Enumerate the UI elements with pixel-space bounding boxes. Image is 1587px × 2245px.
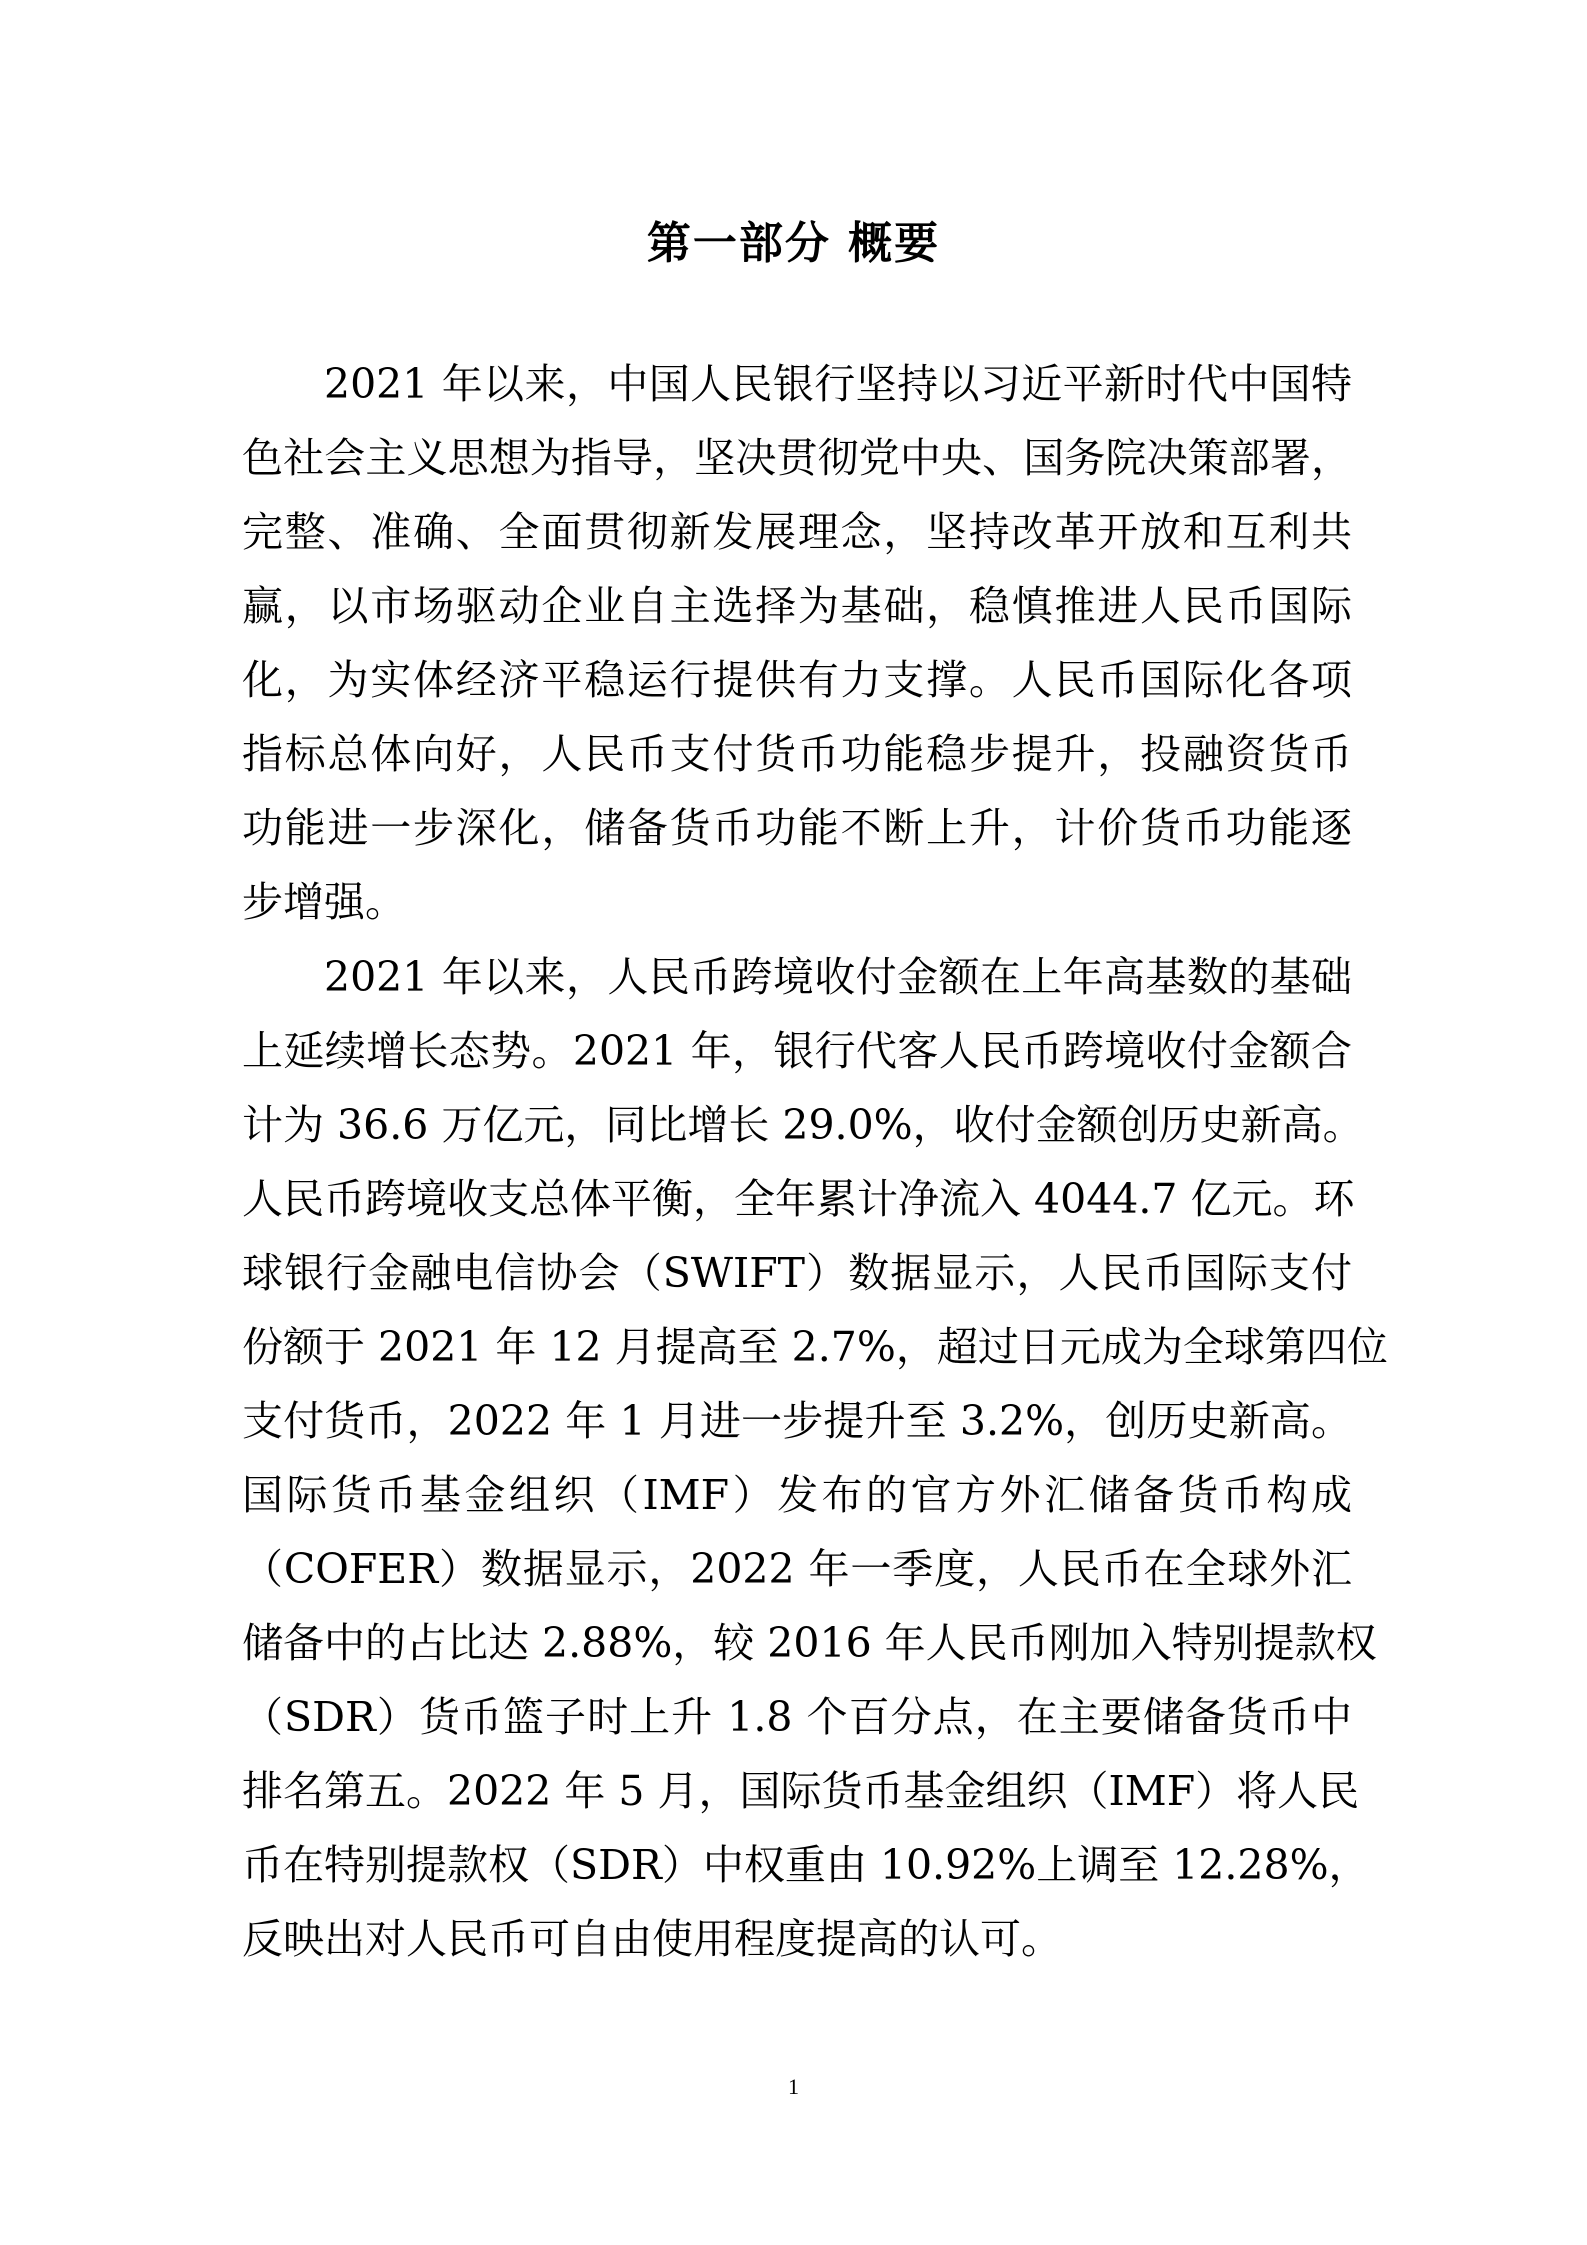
text-line: 上延续增长态势。2021 年，银行代客人民币跨境收付金额合 [242, 1027, 1352, 1075]
section-title: 第一部分 概要 [646, 218, 941, 269]
text-line: 国际货币基金组织（IMF）发布的官方外汇储备货币构成 [242, 1471, 1352, 1519]
text-line: 功能进一步深化，储备货币功能不断上升，计价货币功能逐 [242, 804, 1352, 852]
text-line: 人民币跨境收支总体平衡，全年累计净流入 4044.7 亿元。环 [242, 1175, 1355, 1223]
paragraph-overview [242, 347, 1352, 939]
text-line: 色社会主义思想为指导，坚决贯彻党中央、国务院决策部署， [242, 434, 1352, 482]
text-line: 2021 年以来，人民币跨境收付金额在上年高基数的基础 [324, 953, 1352, 1001]
paragraph-cross-border [242, 940, 1388, 1976]
text-line: （COFER）数据显示，2022 年一季度，人民币在全球外汇 [242, 1545, 1352, 1593]
text-line: 步增强。 [242, 878, 406, 926]
text-line: 2021 年以来，中国人民银行坚持以习近平新时代中国特 [324, 360, 1352, 408]
text-line: 储备中的占比达 2.88%，较 2016 年人民币刚加入特别提款权 [242, 1619, 1377, 1667]
text-line: 球银行金融电信协会（SWIFT）数据显示，人民币国际支付 [242, 1249, 1352, 1297]
text-line: 排名第五。2022 年 5 月，国际货币基金组织（IMF）将人民 [242, 1767, 1360, 1815]
text-line: 支付货币，2022 年 1 月进一步提升至 3.2%，创历史新高。 [242, 1397, 1352, 1445]
text-line: （SDR）货币篮子时上升 1.8 个百分点，在主要储备货币中 [242, 1693, 1352, 1741]
text-line: 计为 36.6 万亿元，同比增长 29.0%，收付金额创历史新高。 [242, 1101, 1364, 1149]
text-line: 化，为实体经济平稳运行提供有力支撑。人民币国际化各项 [242, 656, 1352, 704]
text-line: 币在特别提款权（SDR）中权重由 10.92%上调至 12.28%， [242, 1841, 1370, 1889]
text-line: 完整、准确、全面贯彻新发展理念，坚持改革开放和互利共 [242, 508, 1352, 556]
text-line: 赢，以市场驱动企业自主选择为基础，稳慎推进人民币国际 [242, 582, 1352, 630]
text-line: 指标总体向好，人民币支付货币功能稳步提升，投融资货币 [242, 730, 1352, 778]
text-line: 反映出对人民币可自由使用程度提高的认可。 [242, 1915, 1062, 1963]
page-number: 1 [788, 2074, 799, 2099]
text-line: 份额于 2021 年 12 月提高至 2.7%，超过日元成为全球第四位 [242, 1323, 1388, 1371]
